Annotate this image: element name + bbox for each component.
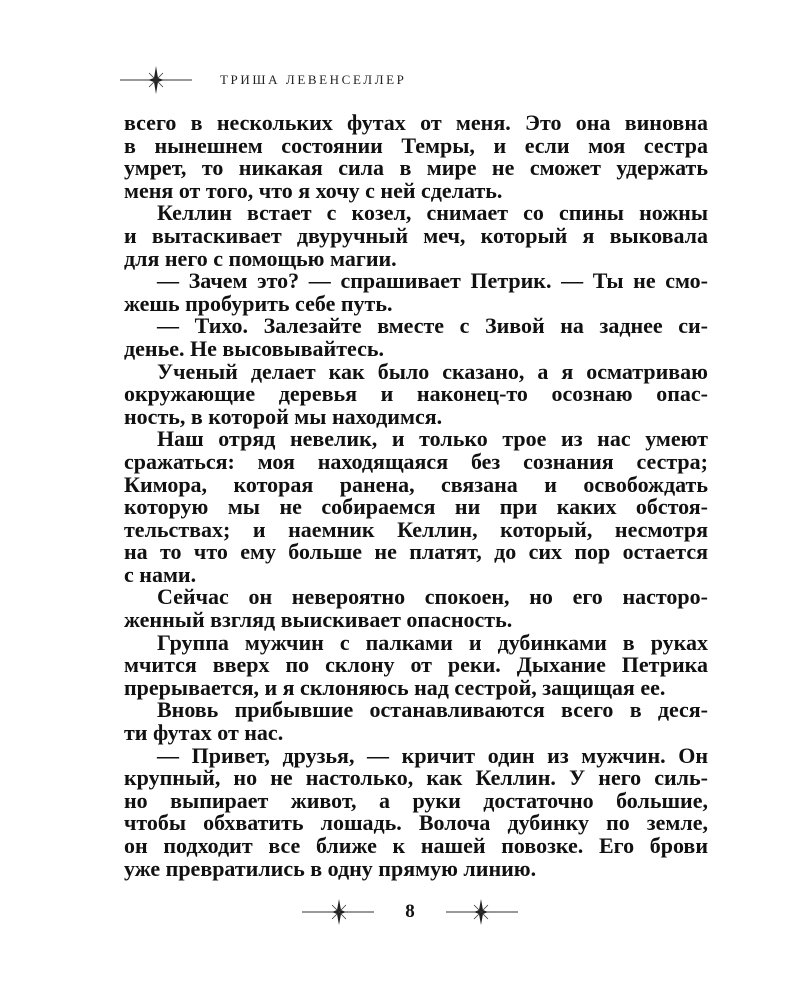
running-head — [118, 62, 407, 98]
text-line: тельствах; и наемник Келлин, который, несмотря — [124, 516, 708, 542]
text-line: ти футах от нас. — [124, 720, 284, 746]
paragraph — [124, 428, 708, 586]
text-line: мчится вверх по склону от реки. Дыхание Петрика — [124, 652, 708, 678]
text-line: в нынешнем состоянии Темры, и если моя сестра — [124, 132, 708, 158]
text-line: для него с помощью магии. — [124, 245, 397, 271]
text-line: Келлин встает с козел, снимает со спины ножны — [157, 200, 708, 226]
text-line: — Привет, друзья, — кричит один из мужчин. Он — [157, 742, 708, 768]
text-line: Наш отряд невелик, и только трое из нас умеют — [157, 426, 708, 452]
text-line: Вновь прибывшие останавливаются всего в деся- — [157, 697, 708, 723]
text-line: всего в нескольких футах от меня. Это она виновна — [124, 110, 708, 135]
text-line: чтобы обхватить лошадь. Волоча дубинку по земле, — [124, 810, 708, 836]
text-line: женный взгляд выискивает опасность. — [124, 607, 513, 633]
text-line: Группа мужчин с палками и дубинками в руках — [157, 629, 708, 655]
text-line: Сейчас он невероятно спокоен, но его насторо- — [157, 584, 708, 610]
text-line: крупный, но не настолько, как Келлин. У него силь- — [124, 765, 708, 791]
text-line: — Зачем это? — спрашивает Петрик. — Ты не смо- — [157, 268, 708, 294]
body-text — [124, 112, 708, 880]
running-head-author: ТРИША ЛЕВЕНСЕЛЛЕР — [220, 72, 407, 87]
paragraph — [124, 699, 708, 744]
text-line: — Тихо. Залезайте вместе с Зивой на заднее си- — [157, 313, 708, 339]
paragraph — [124, 358, 708, 429]
star-flourish-icon — [444, 894, 520, 930]
text-line: ность, в которой мы находимся. — [124, 403, 443, 429]
text-line: и вытаскивает двуручный меч, который я выковала — [124, 222, 708, 248]
text-line: с нами. — [124, 561, 197, 587]
star-flourish-icon — [118, 62, 194, 98]
text-line: умрет, то никакая сила в мире не сможет удержать — [124, 155, 708, 181]
text-line: уже превратились в одну прямую линию. — [124, 855, 537, 881]
page-number: 8 — [405, 901, 415, 922]
paragraph — [124, 202, 708, 270]
star-flourish-icon — [300, 894, 376, 930]
text-line: денье. Не высовывайтесь. — [124, 335, 384, 361]
text-line: меня от того, что я хочу с ней сделать. — [124, 177, 503, 203]
paragraph — [124, 742, 708, 881]
paragraph — [124, 315, 708, 360]
text-line: жешь пробурить себе путь. — [124, 290, 393, 316]
text-line: окружающие деревья и наконец-то осознаю опас- — [124, 381, 708, 407]
paragraph — [124, 586, 708, 631]
text-line: он подходит все ближе к нашей повозке. Его брови — [124, 833, 708, 858]
paragraph — [124, 270, 708, 315]
text-line: сражаться: моя находящаяся без сознания сестра; — [124, 448, 708, 474]
text-line: Кимора, которая ранена, связана и освобождать — [124, 471, 708, 497]
paragraph — [124, 112, 708, 202]
text-line: на то что ему больше не платят, до сих пор остается — [124, 539, 708, 565]
text-line: но выпирает живот, а руки достаточно большие, — [124, 787, 708, 813]
paragraph — [124, 629, 708, 700]
text-line: прерывается, и я склоняюсь над сестрой, защищая ее. — [124, 674, 666, 700]
text-line: которую мы не собираемся ни при каких обстоя- — [124, 494, 708, 520]
folio — [300, 892, 520, 932]
text-line: Ученый делает как было сказано, а я осматриваю — [157, 358, 708, 384]
